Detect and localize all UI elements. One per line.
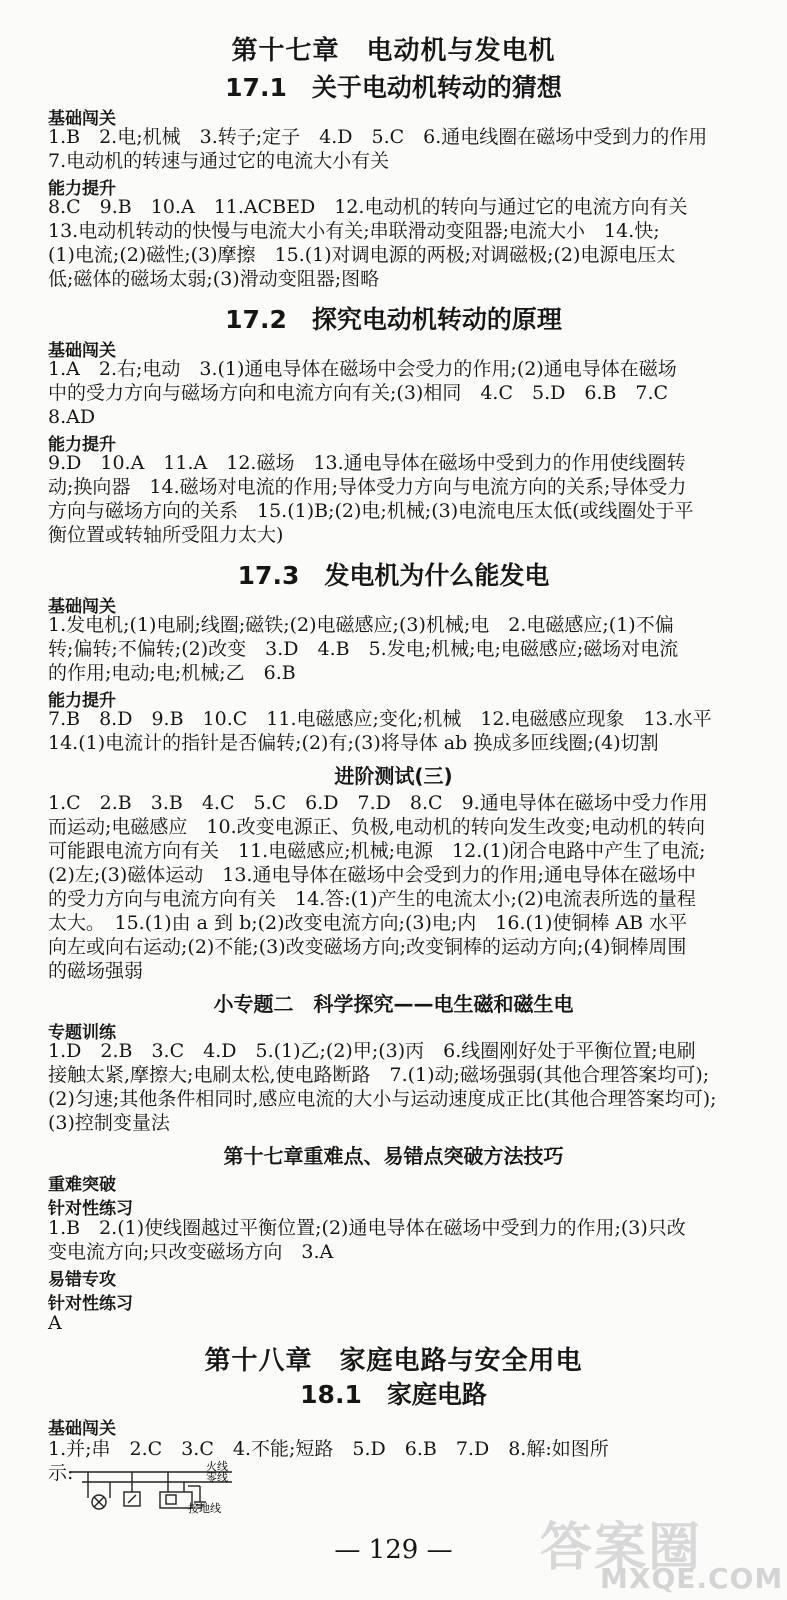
answer-line: 1.D 2.B 3.C 4.D 5.(1)乙;(2)甲;(3)丙 6.线圈刚好处于平衡位置;电刷: [48, 1040, 696, 1062]
answer-line: 14.(1)电流计的指针是否偏转;(2)有;(3)将导体 ab 换成多匝线圈;(4)切割: [48, 732, 659, 754]
answer-line: 可能跟电流方向有关 11.电磁感应;机械;电源 12.(1)闭合电路中产生了电流;: [48, 840, 706, 862]
section-17-1-title: 17.1 关于电动机转动的猜想: [225, 73, 562, 102]
answer-line: 1.B 2.电;机械 3.转子;定子 4.D 5.C 6.通电线圈在磁场中受到力的作用: [48, 126, 708, 148]
answer-line: 向左或向右运动;(2)不能;(3)改变磁场方向;改变铜棒的运动方向;(4)铜棒周围: [48, 936, 687, 958]
watermark-url: MXQE.COM: [600, 1562, 784, 1595]
answer-line: 太大。 15.(1)由 a 到 b;(2)改变电流方向;(3)电;内 16.(1)使铜棒 AB 水平: [48, 912, 688, 934]
answer-line: 1.并;串 2.C 3.C 4.不能;短路 5.D 6.B 7.D 8.解:如图所: [48, 1438, 609, 1460]
basic-label: 基础闯关: [48, 109, 116, 129]
basic-label: 基础闯关: [48, 341, 116, 361]
answer-line: 8.C 9.B 10.A 11.ACBED 12.电动机的转向与通过它的电流方向有关: [48, 196, 688, 218]
advanced-label: 能力提升: [48, 435, 116, 455]
key-points-label: 重难突破: [48, 1175, 116, 1195]
answer-line: 1.发电机;(1)电刷;线圈;磁铁;(2)电磁感应;(3)机械;电 2.电磁感应;(1)不偏: [48, 614, 674, 636]
practice-label: 针对性练习: [48, 1199, 133, 1219]
answer-line: 接触太紧,摩擦大;电刷太松,使电路断路 7.(1)动;磁场强弱(其他合理答案均可);: [48, 1064, 710, 1086]
progress-test-title: 进阶测试(三): [334, 764, 453, 788]
answer-line: A: [48, 1312, 62, 1334]
ground-wire-label: 接地线: [188, 1502, 221, 1514]
answer-line: 1.A 2.右;电动 3.(1)通电导体在磁场中会受力的作用;(2)通电导体在磁场: [48, 358, 677, 380]
topic-label: 专题训练: [48, 1023, 116, 1043]
answer-line: (2)匀速;其他条件相同时,感应电流的大小与运动速度成正比(其他合理答案均可);: [48, 1088, 717, 1110]
answer-line: 7.电动机的转速与通过它的电流大小有关: [48, 150, 390, 172]
neutral-wire-label: 零线: [206, 1471, 228, 1484]
basic-label: 基础闯关: [48, 1419, 116, 1439]
answer-line: (1)电流;(2)磁性;(3)摩擦 15.(1)对调电源的两极;对调磁极;(2)电源电压太: [48, 244, 676, 266]
answer-line: (3)控制变量法: [48, 1112, 170, 1134]
answer-line: 低;磁体的磁场太弱;(3)滑动变阻器;图略: [48, 268, 380, 290]
advanced-label: 能力提升: [48, 179, 116, 199]
answer-line: 方向与磁场方向的关系 15.(1)B;(2)电;机械;(3)电流电压太低(或线圈处于平: [48, 500, 694, 522]
answer-line: 1.C 2.B 3.B 4.C 5.C 6.D 7.D 8.C 9.通电导体在磁场中受力作用: [48, 792, 708, 814]
page-number: — 129 —: [334, 1535, 453, 1565]
answer-line: (2)左;(3)磁体运动 13.通电导体在磁场中会受到力的作用;通电导体在磁场中: [48, 864, 696, 886]
common-errors-label: 易错专攻: [48, 1270, 116, 1290]
section-18-1-title: 18.1 家庭电路: [300, 1380, 487, 1409]
answer-line: 示:: [48, 1462, 74, 1484]
tips-title: 第十七章重难点、易错点突破方法技巧: [223, 1144, 564, 1168]
answer-line: 的受力方向与电流方向有关 14.答:(1)产生的电流太小;(2)电流表所选的量程: [48, 888, 696, 910]
answer-line: 9.D 10.A 11.A 12.磁场 13.通电导体在磁场中受到力的作用使线圈转: [48, 452, 686, 474]
answer-line: 的磁场强弱: [48, 960, 144, 982]
answer-line: 转;偏转;不偏转;(2)改变 3.D 4.B 5.发电;机械;电;电磁感应;磁场对电流: [48, 638, 679, 660]
watermark-logo: 答案圈: [540, 1518, 703, 1578]
household-circuit-diagram: [48, 1440, 248, 1514]
topic-title: 小专题二 科学探究——电生磁和磁生电: [213, 992, 574, 1016]
live-wire-label: 火线: [206, 1460, 228, 1473]
section-17-3-title: 17.3 发电机为什么能发电: [237, 561, 550, 590]
answer-line: 衡位置或转轴所受阻力太大): [48, 524, 284, 546]
answer-line: 中的受力方向与磁场方向和电流方向有关;(3)相同 4.C 5.D 6.B 7.C: [48, 382, 669, 404]
answer-line: 变电流方向;只改变磁场方向 3.A: [48, 1241, 334, 1263]
answer-line: 13.电动机转动的快慢与电流大小有关;串联滑动变阻器;电流大小 14.快;: [48, 220, 660, 242]
answer-line: 动;换向器 14.磁场对电流的作用;导体受力方向与电流方向的关系;导体受力: [48, 476, 687, 498]
answer-line: 而运动;电磁感应 10.改变电源正、负极,电动机的转向发生改变;电动机的转向: [48, 816, 706, 838]
section-17-2-title: 17.2 探究电动机转动的原理: [225, 305, 562, 334]
chapter-18-title: 第十八章 家庭电路与安全用电: [204, 1346, 583, 1376]
answer-line: 的作用;电动;电;机械;乙 6.B: [48, 662, 296, 684]
basic-label: 基础闯关: [48, 597, 116, 617]
advanced-label: 能力提升: [48, 691, 116, 711]
chapter-17-title: 第十七章 电动机与发电机: [231, 36, 556, 66]
answer-line: 8.AD: [48, 406, 96, 428]
answer-line: 7.B 8.D 9.B 10.C 11.电磁感应;变化;机械 12.电磁感应现象 13.水平: [48, 708, 712, 730]
answer-line: 1.B 2.(1)使线圈越过平衡位置;(2)通电导体在磁场中受到力的作用;(3)只改: [48, 1217, 686, 1239]
practice-label: 针对性练习: [48, 1294, 133, 1314]
